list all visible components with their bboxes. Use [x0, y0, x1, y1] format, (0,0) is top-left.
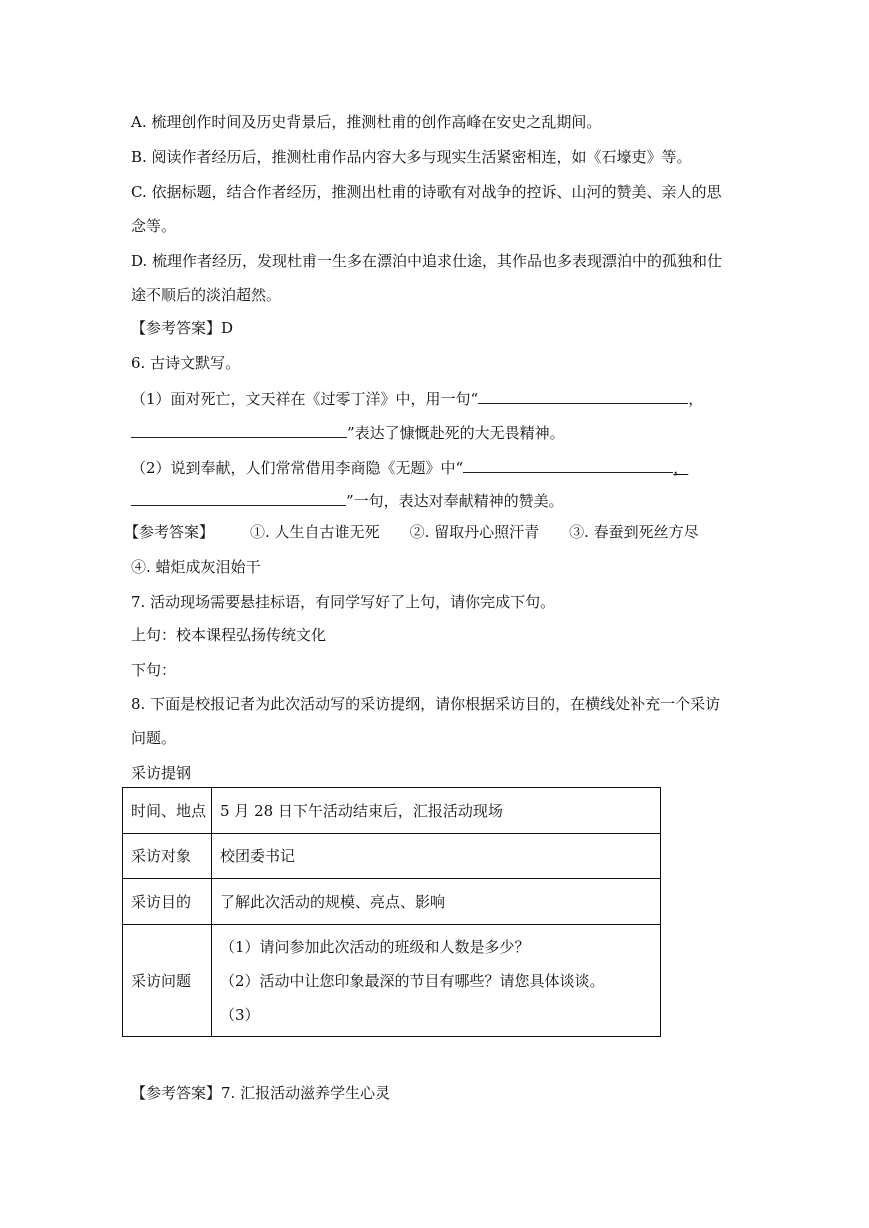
q5-option-c-line1: C. 依据标题，结合作者经历，推测出杜甫的诗歌有对战争的控诉、山河的赞美、亲人的思 — [131, 183, 722, 201]
q6-sub1-line2 — [131, 421, 565, 443]
q6-sub2-line2 — [131, 489, 564, 511]
row-label-time-place: 时间、地点 — [123, 788, 212, 834]
q6-sub1-text-b: ”表达了慷慨赴死的大无畏精神。 — [347, 424, 565, 442]
row-value-interviewee: 校团委书记 — [212, 834, 661, 879]
q5-answer: 【参考答案】D — [131, 319, 234, 337]
table-row — [123, 788, 661, 834]
q5-option-d-line2: 途不顺后的淡泊超然。 — [131, 286, 282, 304]
interview-outline-title: 采访提钢 — [131, 764, 192, 782]
q6-answer-label: 【参考答案】 — [124, 523, 215, 541]
q5-option-a: A. 梳理创作时间及历史背景后，推测杜甫的创作高峰在安史之乱期间。 — [131, 113, 602, 131]
q6-blank-4[interactable] — [131, 489, 346, 506]
row-label-questions: 采访问题 — [123, 925, 212, 1037]
q6-answer-1: ①. 人生自古谁无死 — [250, 523, 380, 541]
interview-question-1: （1）请问参加此次活动的班级和人数是多少？ — [220, 937, 530, 956]
interview-question-3[interactable]: （3） — [220, 1005, 260, 1024]
row-value-time-place: 5 月 28 日下午活动结束后，汇报活动现场 — [212, 788, 661, 834]
q6-sub2-comma: ， — [673, 459, 689, 477]
row-label-purpose: 采访目的 — [123, 879, 212, 925]
q7-title: 7. 活动现场需要悬挂标语，有同学写好了上句，请你完成下句。 — [131, 593, 556, 611]
table-row — [123, 925, 661, 1037]
q6-sub2-line1 — [131, 456, 688, 478]
q6-blank-1[interactable] — [478, 387, 688, 404]
q6-title: 6. 古诗文默写。 — [131, 354, 241, 372]
q6-sub1-line1 — [131, 387, 703, 409]
q6-sub1-comma: ， — [688, 390, 704, 408]
row-value-questions — [212, 925, 661, 1037]
q6-answer-3: ③. 春蚕到死丝方尽 — [569, 523, 699, 541]
q6-sub2-text-a: （2）说到奉献，人们常常借用李商隐《无题》中“ — [131, 459, 464, 477]
q8-title-line1: 8. 下面是校报记者为此次活动写的采访提纲，请你根据采访目的，在横线处补充一个采访 — [131, 695, 721, 713]
table-row — [123, 834, 661, 879]
q6-answer-line — [124, 522, 699, 542]
q8-title-line2: 问题。 — [131, 729, 177, 747]
q5-option-c-line2: 念等。 — [131, 217, 177, 235]
q6-sub1-text-a: （1）面对死亡，文天祥在《过零丁洋》中，用一句“ — [131, 390, 479, 408]
q7-lower-line: 下句： — [131, 661, 177, 679]
q5-option-b: B. 阅读作者经历后，推测杜甫作品内容大多与现实生活紧密相连，如《石壕吏》等。 — [131, 148, 692, 166]
table-row — [123, 879, 661, 925]
row-value-purpose: 了解此次活动的规模、亮点、影响 — [212, 879, 661, 925]
q6-sub2-text-b: ”一句，表达对奉献精神的赞美。 — [346, 492, 564, 510]
q6-answer-2: ②. 留取丹心照汗青 — [409, 523, 540, 541]
q7-upper-line: 上句：校本课程弘扬传统文化 — [131, 626, 327, 644]
q5-option-d-line1: D. 梳理作者经历，发现杜甫一生多在漂泊中追求仕途，其作品也多表现漂泊中的孤独和仕 — [131, 252, 723, 270]
row-label-interviewee: 采访对象 — [123, 834, 212, 879]
final-answer: 【参考答案】7. 汇报活动滋养学生心灵 — [131, 1084, 391, 1102]
q6-answer-4: ④. 蜡炬成灰泪始干 — [131, 558, 261, 576]
interview-outline-table — [122, 787, 661, 1037]
q6-blank-2[interactable] — [131, 421, 347, 438]
q6-blank-3[interactable] — [463, 456, 673, 473]
interview-question-2: （2）活动中让您印象最深的节目有哪些？请您具体谈谈。 — [220, 971, 605, 990]
